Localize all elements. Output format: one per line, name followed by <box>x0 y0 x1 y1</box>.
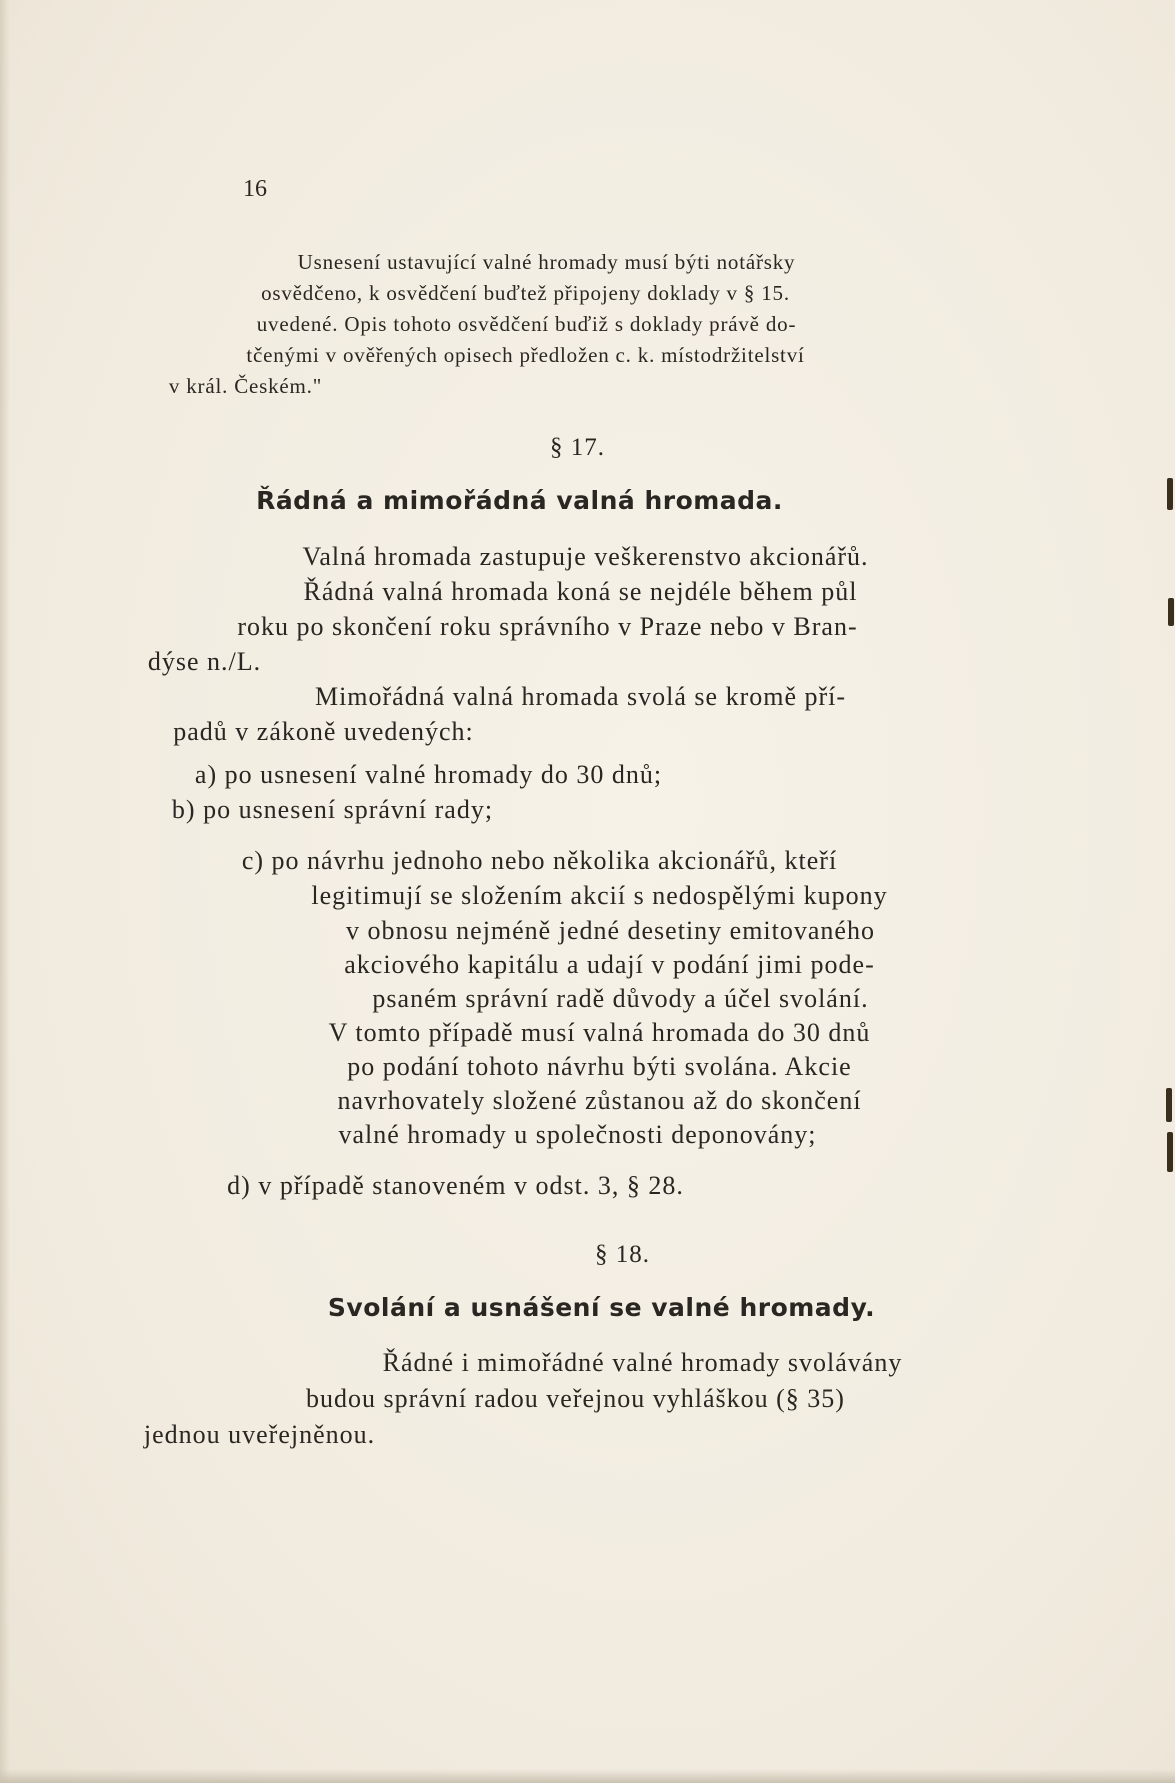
body-text-line: psaném správní radě důvody a účel svolání. <box>372 984 869 1013</box>
body-text-line: v král. Českém." <box>168 374 323 398</box>
body-text-line: roku po skončení roku správního v Praze nebo v Bran- <box>237 612 858 641</box>
list-item-a: a) po usnesení valné hromady do 30 dnů; <box>194 760 663 789</box>
body-text-line: v obnosu nejméně jedné desetiny emitovaného <box>346 916 875 945</box>
body-text-line: tčenými v ověřených opisech předložen c. k. místodržitelství <box>246 343 805 367</box>
list-item-d: d) v případě stanoveném v odst. 3, § 28. <box>227 1171 684 1200</box>
section-number: § 17. <box>550 434 605 461</box>
list-item-b: b) po usnesení správní rady; <box>171 795 494 824</box>
body-text-line: Valná hromada zastupuje veškerenstvo akcionářů. <box>302 542 869 571</box>
body-text-line: V tomto případě musí valná hromada do 30 dnů <box>328 1018 871 1047</box>
body-text-line: legitimují se složením akcií s nedospělými kupony <box>311 881 888 910</box>
body-text-line: Řádná valná hromada koná se nejdéle během půl <box>303 577 858 606</box>
body-text-line: po podání tohoto návrhu býti svolána. Akcie <box>347 1052 852 1081</box>
body-text-line: osvědčeno, k osvědčení buďtež připojeny doklady v § 15. <box>261 281 790 305</box>
section-heading: Řádná a mimořádná valná hromada. <box>256 486 783 515</box>
list-item-c: c) po návrhu jednoho nebo několika akcionářů, kteří <box>241 846 838 875</box>
body-text-line: valné hromady u společnosti deponovány; <box>338 1120 817 1149</box>
body-text-line: dýse n./L. <box>147 647 262 676</box>
section-heading: Svolání a usnášení se valné hromady. <box>327 1293 876 1322</box>
section-number: § 18. <box>595 1241 650 1268</box>
page-bottom-shadow <box>0 1769 1175 1783</box>
body-text-line: Řádné i mimořádné valné hromady svolávány <box>382 1348 903 1377</box>
body-text-line: navrhovately složené zůstanou až do skončení <box>337 1086 862 1115</box>
body-text-line: uvedené. Opis tohoto osvědčení buďiž s doklady právě do- <box>256 312 797 336</box>
page-number: 16 <box>243 176 267 202</box>
body-text-line: budou správní radou veřejnou vyhláškou (§ 35) <box>306 1384 845 1413</box>
body-text-line: jednou uveřejněnou. <box>143 1420 376 1449</box>
body-text-line: Usnesení ustavující valné hromady musí býti notářsky <box>297 250 796 274</box>
body-text-line: padů v zákoně uvedených: <box>173 717 474 746</box>
body-text-line: akciového kapitálu a udají v podání jimi pode- <box>344 950 875 979</box>
body-text-line: Mimořádná valná hromada svolá se kromě pří- <box>314 682 847 711</box>
